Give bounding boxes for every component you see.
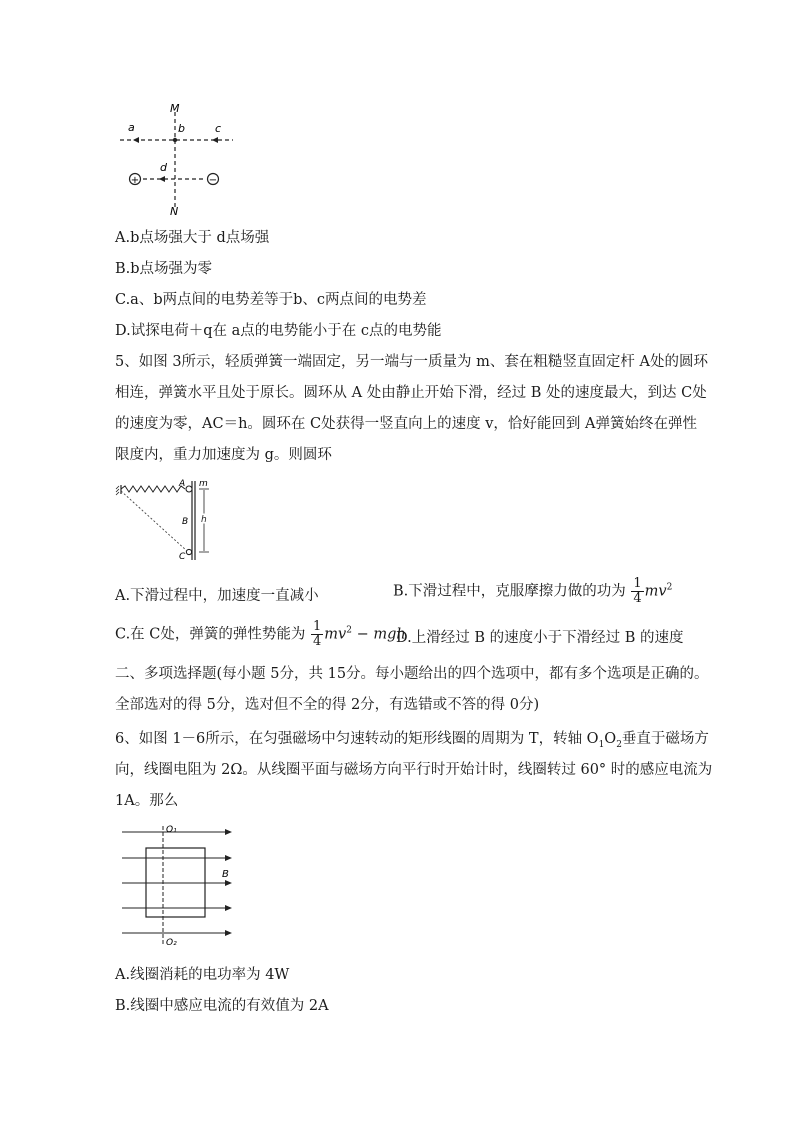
q4-option-a: A.b点场强大于 d点场强 bbox=[115, 230, 270, 246]
q5-option-d: D.上滑经过 B 的速度小于下滑经过 B 的速度 bbox=[396, 630, 684, 646]
q5-option-b: B.下滑过程中，克服摩擦力做的功为 $\frac{1}{4}$ $mv^2$ bbox=[393, 576, 673, 606]
figure-ring-spring bbox=[115, 476, 215, 564]
q4-option-c: C.a、b两点间的电势差等于b、c两点间的电势差 bbox=[115, 292, 427, 308]
q4-option-b: B.b点场强为零 bbox=[115, 261, 213, 277]
label-c: c bbox=[215, 122, 222, 135]
q4-option-d: D.试探电荷＋q在 a点的电势能小于在 c点的电势能 bbox=[115, 323, 442, 339]
label-B-field: B bbox=[222, 869, 229, 880]
label-m: m bbox=[199, 479, 208, 489]
label-d: d bbox=[160, 161, 167, 174]
label-N: N bbox=[170, 205, 179, 218]
fraction-one-quarter-c: $\frac{1}{4}$ bbox=[313, 619, 322, 649]
q6-stem-line-3: 1A。那么 bbox=[115, 793, 179, 809]
q6-option-b: B.线圈中感应电流的有效值为 2A bbox=[115, 998, 329, 1014]
minus-charge-label: − bbox=[208, 175, 218, 186]
label-O1: O₁ bbox=[166, 825, 177, 835]
label-h: h bbox=[201, 515, 207, 525]
label-a: a bbox=[128, 121, 135, 134]
label-O2: O₂ bbox=[166, 938, 177, 948]
label-B: B bbox=[182, 517, 189, 527]
q5-stem-line-3: 的速度为零，AC＝h。圆环在 C处获得一竖直向上的速度 v，恰好能回到 A弹簧始终在弹性 bbox=[115, 416, 697, 432]
q5-option-c: C.在 C处，弹簧的弹性势能为 $\frac{1}{4}$ $mv^2$ − mgh bbox=[115, 619, 406, 649]
section-2-heading-line-1: 二、多项选择题(每小题 5分，共 15分。每小题给出的四个选项中，都有多个选项是正确的。 bbox=[115, 666, 709, 682]
q5-option-c-text: C.在 C处，弹簧的弹性势能为 bbox=[115, 626, 306, 643]
section-2-heading-line-2: 全部选对的得 5分，选对但不全的得 2分，有选错或不答的得 0分) bbox=[115, 697, 540, 713]
label-A: A bbox=[179, 479, 186, 489]
q5-stem-line-4: 限度内，重力加速度为 g。则圆环 bbox=[115, 447, 332, 463]
figure-charges-diagram bbox=[115, 100, 245, 220]
q5-option-b-text: B.下滑过程中，克服摩擦力做的功为 bbox=[393, 583, 626, 600]
plus-charge-label: + bbox=[130, 175, 140, 186]
label-C: C bbox=[179, 552, 186, 562]
label-b: b bbox=[178, 122, 185, 135]
q6-stem-line-2: 向，线圈电阻为 2Ω。从线圈平面与磁场方向平行时开始计时，线圈转过 60° 时的感应电流为 bbox=[115, 762, 713, 778]
figure-coil-in-field bbox=[118, 822, 243, 950]
q6-option-a: A.线圈消耗的电功率为 4W bbox=[115, 967, 290, 983]
q5-stem-line-2: 相连，弹簧水平且处于原长。圆环从 A 处由静止开始下滑，经过 B 处的速度最大，到达 C处 bbox=[115, 385, 707, 401]
q5-stem-line-1: 5、如图 3所示，轻质弹簧一端固定，另一端与一质量为 m、套在粗糙竖直固定杆 A处的圆环 bbox=[115, 354, 708, 370]
fraction-one-quarter: $\frac{1}{4}$ bbox=[633, 576, 642, 606]
q5-option-a: A.下滑过程中，加速度一直减小 bbox=[115, 588, 319, 604]
q6-stem-line-1: 6、如图 1－6所示，在匀强磁场中匀速转动的矩形线圈的周期为 T，转轴 $O_1O_2$垂直于磁场方 bbox=[115, 731, 709, 750]
label-M: M bbox=[170, 102, 180, 115]
